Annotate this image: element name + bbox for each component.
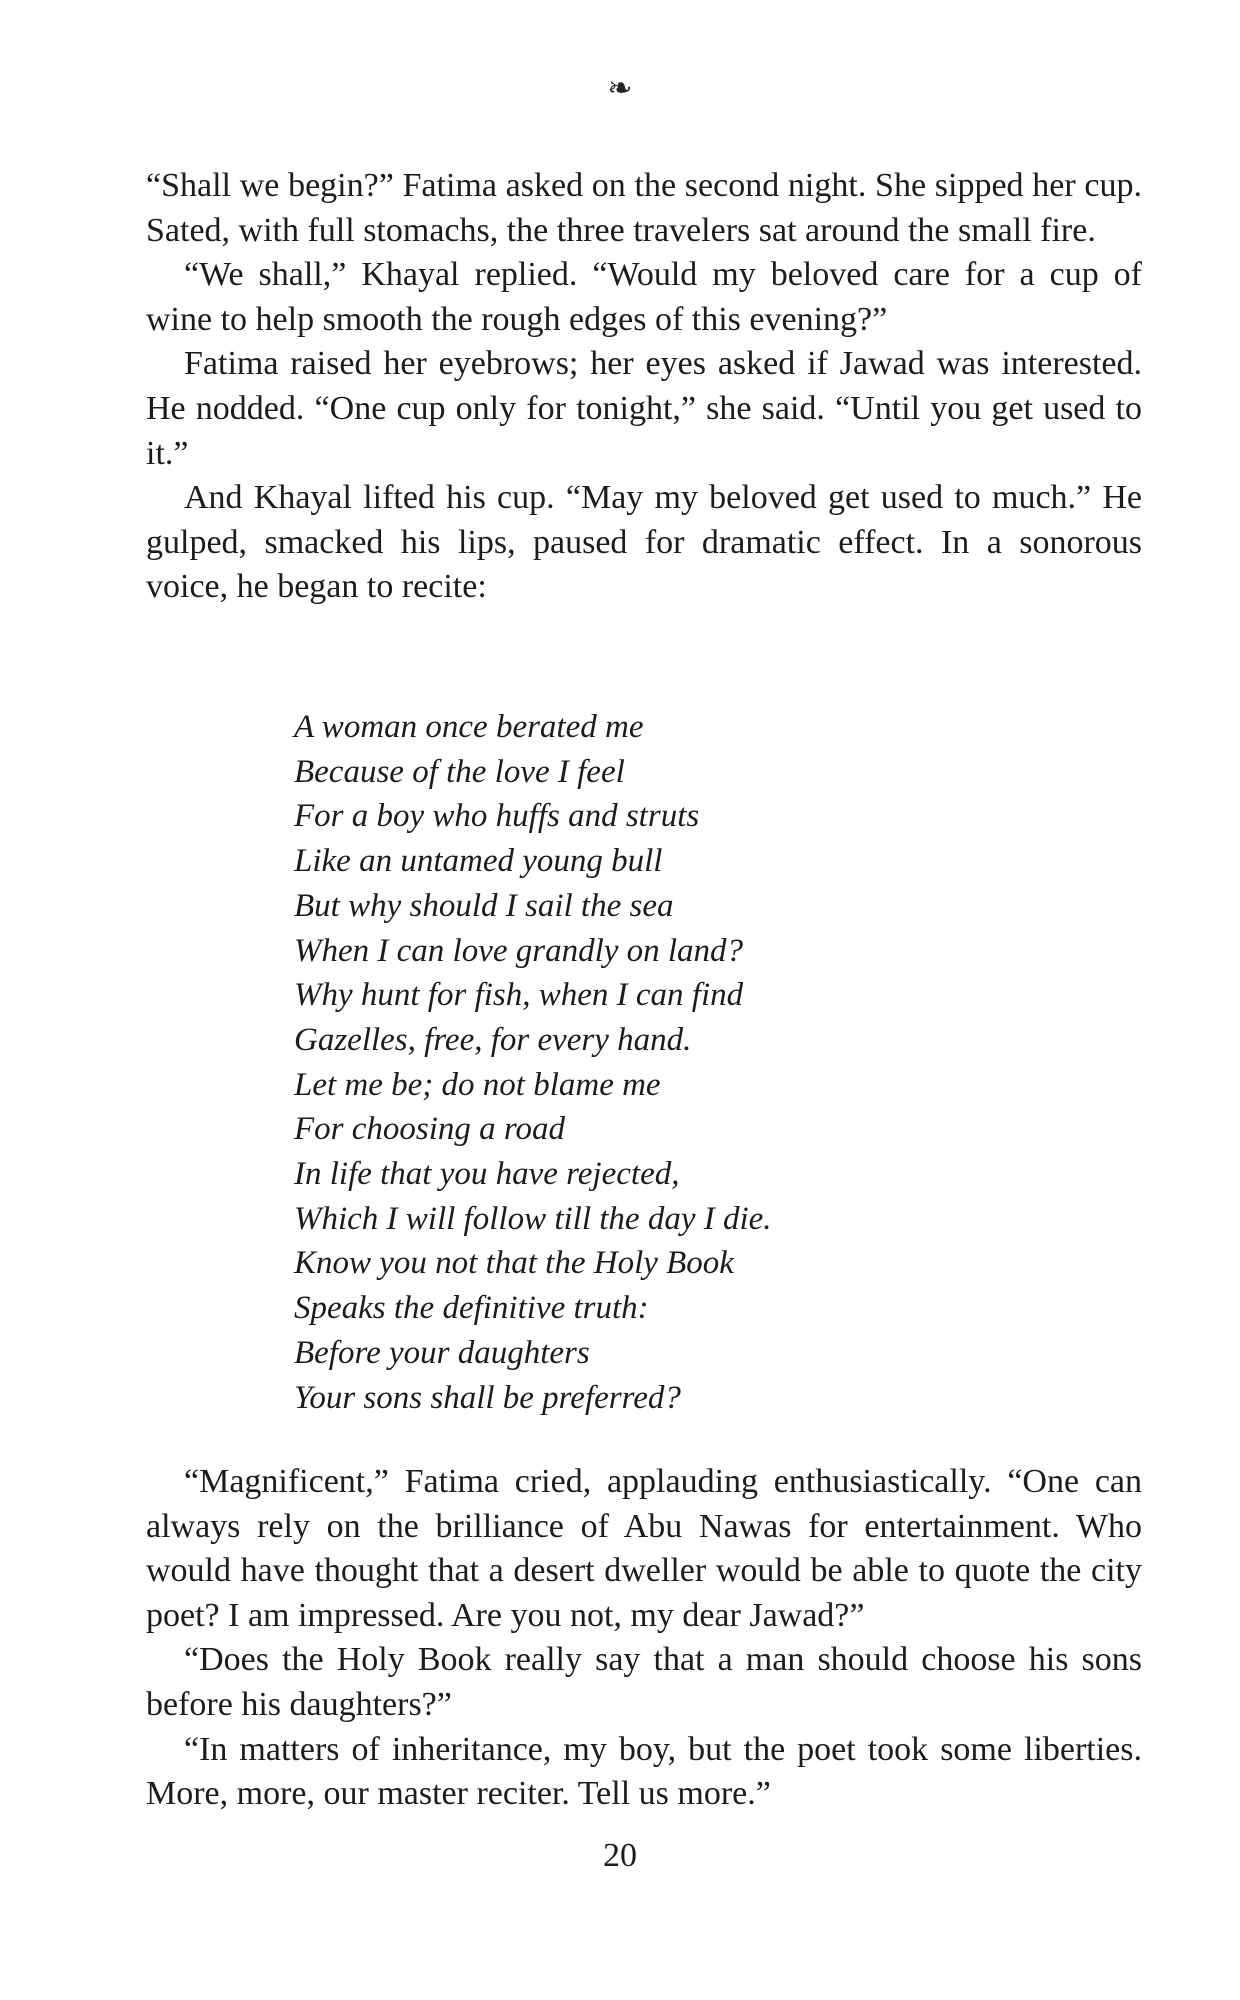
page-number: 20 xyxy=(603,1837,637,1874)
prose-top xyxy=(146,164,1142,610)
poem-line: A woman once berated me xyxy=(294,709,644,745)
paragraph: Fatima raised her eyebrows; her eyes asked if Jawad was interested. He nodded. “One cup only for tonight,” she said. “Until you get used to it.” xyxy=(146,345,1142,472)
poem-line: Let me be; do not blame me xyxy=(294,1066,661,1103)
poem-line: Because of the love I feel xyxy=(294,753,625,790)
poem-line: For a boy who huffs and struts xyxy=(294,798,700,835)
poem-line: Why hunt for fish, when I can find xyxy=(294,977,744,1014)
paragraph: And Khayal lifted his cup. “May my beloved get used to much.” He gulped, smacked his lips, paused for dramatic effect. In a sonorous voice, he began to recite: xyxy=(146,479,1142,606)
poem-line: In life that you have rejected, xyxy=(294,1156,680,1193)
poem-line: When I can love grandly on land? xyxy=(294,932,744,969)
paragraph: “Magnificent,” Fatima cried, applauding enthusiastically. “One can always rely on the brilliance of Abu Nawas for entertainment. Who would have thought that a desert dweller would be able to quote the city poet? I am impressed. Are you not, my dear Jawad?” xyxy=(146,1463,1142,1634)
poem-line: Which I will follow till the day I die. xyxy=(294,1200,772,1237)
poem-line: For choosing a road xyxy=(294,1111,566,1148)
prose-bottom xyxy=(146,1460,1142,1817)
fleuron-icon: ❧ xyxy=(607,72,633,105)
poem xyxy=(294,705,1094,1420)
poem-line: Gazelles, free, for every hand. xyxy=(294,1021,692,1058)
paragraph: “Shall we begin?” Fatima asked on the second night. She sipped her cup. Sated, with full stomachs, the three travelers sat around the small fire. xyxy=(146,167,1142,249)
poem-line: Know you not that the Holy Book xyxy=(294,1245,734,1282)
poem-line: Speaks the definitive truth: xyxy=(294,1290,649,1327)
poem-line: Before your daughters xyxy=(294,1334,590,1371)
paragraph: “Does the Holy Book really say that a man should choose his sons before his daughters?” xyxy=(146,1641,1142,1723)
paragraph: “We shall,” Khayal replied. “Would my beloved care for a cup of wine to help smooth the rough edges of this evening?” xyxy=(146,256,1142,338)
poem-line: But why should I sail the sea xyxy=(294,887,674,924)
poem-line: Like an untamed young bull xyxy=(294,843,663,880)
paragraph: “In matters of inheritance, my boy, but the poet took some liberties. More, more, our master reciter. Tell us more.” xyxy=(146,1730,1142,1813)
poem-line: Your sons shall be preferred? xyxy=(294,1379,681,1416)
